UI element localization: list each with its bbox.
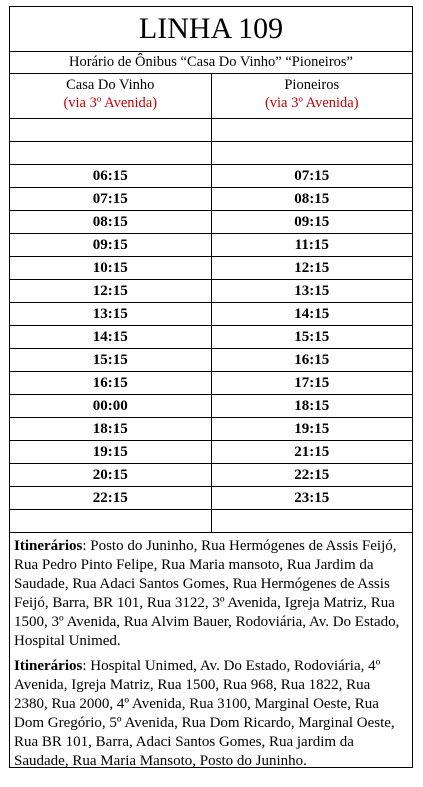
blank-cell [10,510,211,533]
schedule-row [10,165,412,188]
schedule-sheet [9,6,413,768]
itinerary-label: Itinerários [14,538,83,554]
departure-time-pioneiros: 13:15 [211,280,412,303]
departure-time-casa-do-vinho: 00:00 [10,395,211,418]
departure-time-casa-do-vinho: 13:15 [10,303,211,326]
schedule-row [10,372,412,395]
departure-time-casa-do-vinho: 07:15 [10,188,211,211]
departure-time-pioneiros: 18:15 [211,395,412,418]
itinerary-label: Itinerários [14,658,83,674]
blank-row [10,510,412,533]
column-header-row [10,74,412,119]
departure-time-pioneiros: 22:15 [211,464,412,487]
departure-time-casa-do-vinho: 16:15 [10,372,211,395]
schedule-table [10,74,412,533]
departure-time-pioneiros: 14:15 [211,303,412,326]
departure-time-casa-do-vinho: 15:15 [10,349,211,372]
schedule-row [10,303,412,326]
schedule-row [10,211,412,234]
schedule-row [10,441,412,464]
departure-time-casa-do-vinho: 14:15 [10,326,211,349]
departure-time-pioneiros: 23:15 [211,487,412,510]
column-name: Pioneiros [284,77,340,93]
departure-time-casa-do-vinho: 09:15 [10,234,211,257]
blank-row [10,142,412,165]
blank-cell [211,119,412,142]
schedule-row [10,326,412,349]
column-via: (via 3º Avenida) [264,95,359,111]
schedule-row [10,487,412,510]
departure-time-pioneiros: 16:15 [211,349,412,372]
schedule-row [10,188,412,211]
schedule-row [10,418,412,441]
departure-time-pioneiros: 12:15 [211,257,412,280]
schedule-row [10,257,412,280]
departure-time-pioneiros: 08:15 [211,188,412,211]
departure-time-pioneiros: 21:15 [211,441,412,464]
page-title: LINHA 109 [10,7,412,52]
blank-cell [10,119,211,142]
itinerary-paragraph [14,537,407,651]
departure-time-casa-do-vinho: 22:15 [10,487,211,510]
schedule-row [10,464,412,487]
itineraries [10,533,412,771]
schedule-row [10,395,412,418]
blank-cell [211,510,412,533]
page-subtitle: Horário de Ônibus “Casa Do Vinho” “Pioneiros” [10,52,412,74]
departure-time-casa-do-vinho: 20:15 [10,464,211,487]
departure-time-pioneiros: 17:15 [211,372,412,395]
departure-time-pioneiros: 11:15 [211,234,412,257]
itinerary-text: : Hospital Unimed, Av. Do Estado, Rodoviária, 4º Avenida, Igreja Matriz, Rua 1500, Rua 968, Rua 1822, Rua 2380, Rua 2000, 4º Avenida, Rua 3100, Marginal Oeste, Rua Dom Gregório, 5º Avenida, Rua Dom Ricardo, Marginal Oeste, Rua BR 101, Barra, Adaci Santos Gomes, Rua jardim da Saudade, Rua Maria Mansoto, Posto do Juninho. [14,658,395,769]
itinerary-paragraph [14,657,407,771]
departure-time-casa-do-vinho: 08:15 [10,211,211,234]
column-via: (via 3º Avenida) [63,95,158,111]
departure-time-pioneiros: 15:15 [211,326,412,349]
departure-time-pioneiros: 07:15 [211,165,412,188]
blank-cell [10,142,211,165]
schedule-row [10,234,412,257]
column-name: Casa Do Vinho [66,77,155,93]
column-header-pioneiros [211,74,412,119]
departure-time-casa-do-vinho: 06:15 [10,165,211,188]
departure-time-casa-do-vinho: 18:15 [10,418,211,441]
departure-time-casa-do-vinho: 19:15 [10,441,211,464]
schedule-row [10,280,412,303]
departure-time-casa-do-vinho: 10:15 [10,257,211,280]
departure-time-pioneiros: 09:15 [211,211,412,234]
column-header-casa-do-vinho [10,74,211,119]
itinerary-text: : Posto do Juninho, Rua Hermógenes de Assis Feijó, Rua Pedro Pinto Felipe, Rua Maria mansoto, Rua Jardim da Saudade, Rua Adaci Santos Gomes, Rua Hermógenes de Assis Feijó, Barra, BR 101, Rua 3122, 3º Avenida, Igreja Matriz, Rua 1500, 3º Avenida, Rua Alvim Bauer, Rodoviária, Av. Do Estado, Hospital Unimed. [14,538,400,649]
blank-row [10,119,412,142]
blank-cell [211,142,412,165]
departure-time-casa-do-vinho: 12:15 [10,280,211,303]
departure-time-pioneiros: 19:15 [211,418,412,441]
schedule-row [10,349,412,372]
